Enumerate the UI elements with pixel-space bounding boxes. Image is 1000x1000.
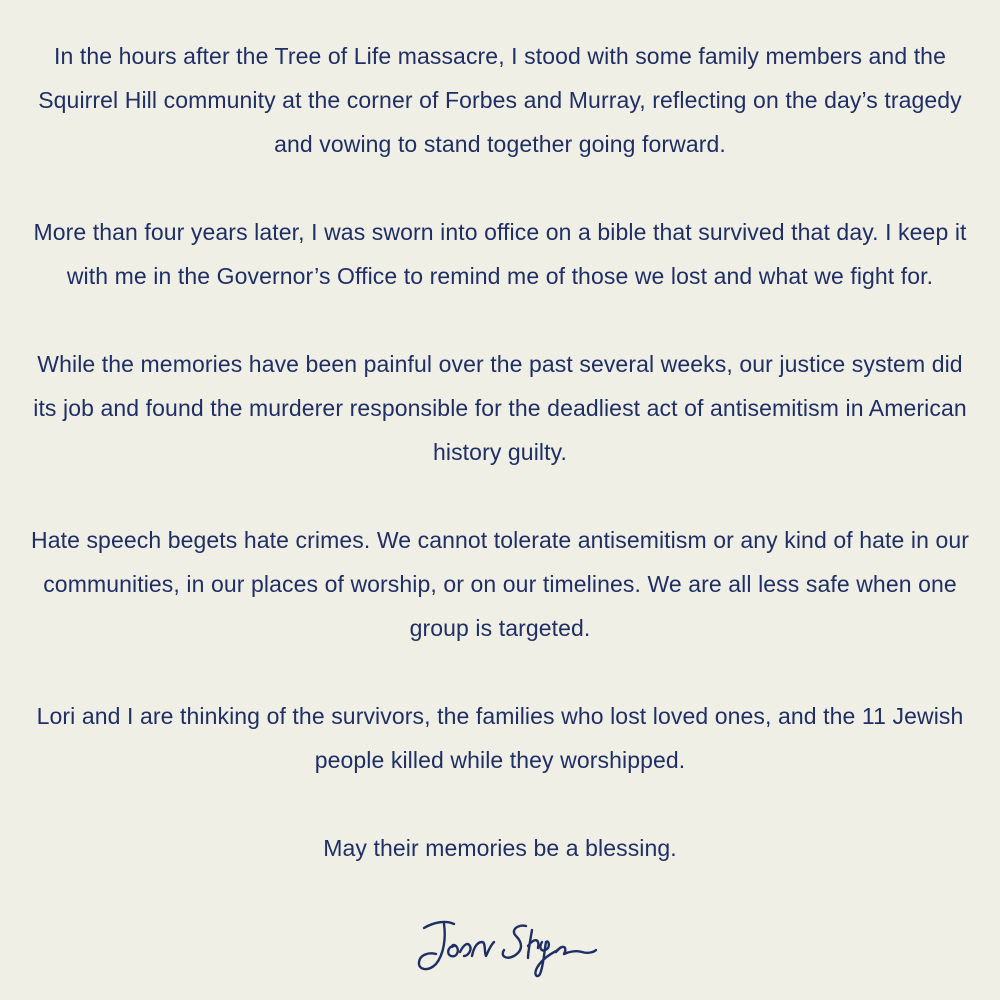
statement-body	[26, 34, 974, 870]
paragraph-justice-system: While the memories have been painful over the past several weeks, our justice system did its job and found the murderer responsible for the deadliest act of antisemitism in American history guilty.	[33, 351, 967, 465]
handwritten-signature-icon	[410, 912, 600, 982]
paragraph-sworn-in: More than four years later, I was sworn into office on a bible that survived that day. I keep it with me in the Governor’s Office to remind me of those we lost and what we fight for.	[33, 219, 967, 289]
paragraph-hate-speech: Hate speech begets hate crimes. We cannot tolerate antisemitism or any kind of hate in our communities, in our places of worship, or on our timelines. We are all less safe when one group is targeted.	[30, 527, 969, 641]
closing-line: May their memories be a blessing.	[323, 835, 677, 861]
paragraph-survivors: Lori and I are thinking of the survivors, the families who lost loved ones, and the 11 Jewish people killed while they worshipped.	[36, 703, 964, 773]
paragraph-tree-of-life: In the hours after the Tree of Life massacre, I stood with some family members and the Squirrel Hill community at the corner of Forbes and Murray, reflecting on the day’s tragedy and vowing to stand together going forward.	[38, 43, 962, 157]
